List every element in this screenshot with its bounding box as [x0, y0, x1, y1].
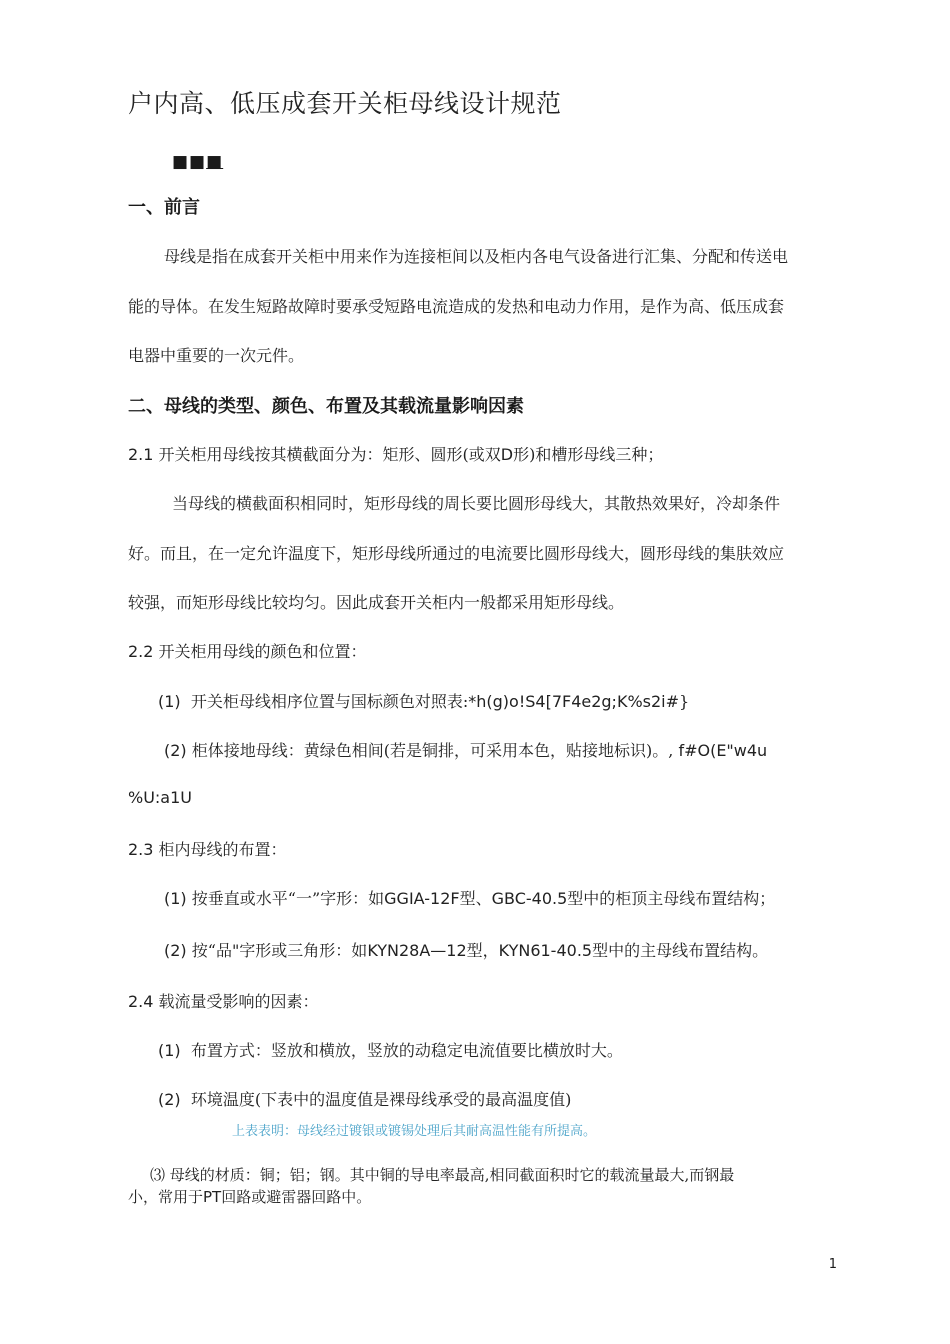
s21-para-line-1: 当母线的横截面积相同时，矩形母线的周长要比圆形母线大，其散热效果好，冷却条件	[172, 494, 781, 513]
s24-item2	[158, 1087, 571, 1110]
s24-text: 载流量受影响的因素：	[158, 992, 319, 1011]
section1-line-3: 电器中重要的一次元件。	[128, 346, 305, 365]
item3-line-1: ⑶ 母线的材质：铜；铝；钢。其中铜的导电率最高,相同截面积时它的载流量最大,而钢最	[150, 1166, 735, 1184]
s23-item2-a: 按“品"字形或三角形：如	[191, 941, 368, 960]
redacted-marks	[172, 152, 223, 172]
section1-line-2: 能的导体。在发生短路故障时要承受短路电流造成的发热和电动力作用，是作为高、低压成套	[128, 297, 785, 316]
s22-text: 开关柜用母线的颜色和位置：	[158, 642, 367, 661]
s22-item2-continuation: %U:a1U	[128, 788, 192, 807]
s21-number: 2.1	[128, 445, 154, 464]
s22-item1-text: 开关柜母线相序位置与国标颜色对照表:	[190, 692, 469, 711]
s23-item1	[164, 886, 775, 909]
s23-item2	[164, 938, 768, 961]
s22-item1-end: }	[679, 692, 690, 711]
s24-item1	[158, 1038, 623, 1061]
s23-item1-model1: GGIA-12F	[384, 889, 460, 908]
s23-number: 2.3	[128, 840, 154, 859]
s22-line	[128, 639, 367, 662]
s23-text: 柜内母线的布置：	[158, 840, 287, 859]
s22-item1-num: (1)	[158, 692, 181, 711]
item3-pt: PT	[203, 1188, 222, 1206]
s21-tail: 形)和槽形母线三种；	[513, 445, 664, 464]
s23-item2-model1: KYN28A—12	[367, 941, 467, 960]
redacted-mark-a: ■■	[172, 152, 207, 172]
s21-line	[128, 442, 663, 465]
s23-item1-c: 型中的柜顶主母线布置结构；	[567, 889, 776, 908]
s22-item1-code: *h(g)o!S4[7F4e2g;K%s2i#	[468, 692, 680, 711]
s24-item2-num: (2)	[158, 1090, 181, 1109]
s23-item1-num: (1)	[164, 889, 187, 908]
s22-item1	[158, 689, 689, 712]
s23-item1-b: 型、	[459, 889, 492, 908]
s24-item2-text: 环境温度(下表中的温度值是裸母线承受的最高温度值)	[190, 1090, 572, 1109]
s23-item2-num: (2)	[164, 941, 187, 960]
redacted-mark-b: ■	[206, 152, 224, 172]
page-number: 1	[828, 1257, 837, 1272]
s23-item1-a: 按垂直或水平“一”字形：如	[191, 889, 385, 908]
s22-item2-num: (2)	[164, 741, 187, 760]
s23-item2-b: 型，	[466, 941, 499, 960]
s23-line	[128, 837, 287, 860]
s24-line	[128, 989, 319, 1012]
section2-heading: 二、母线的类型、颜色、布置及其载流量影响因素	[128, 396, 524, 417]
section1-line-1: 母线是指在成套开关柜中用来作为连接柜间以及柜内各电气设备进行汇集、分配和传送电	[164, 247, 789, 266]
s22-item2-code: f#O(E"w4u	[678, 741, 768, 760]
s24-number: 2.4	[128, 992, 154, 1011]
section1-heading: 一、前言	[128, 197, 200, 218]
s22-number: 2.2	[128, 642, 154, 661]
s21-text: 开关柜用母线按其横截面分为：矩形、圆形(或双	[158, 445, 501, 464]
item3-line-2	[128, 1186, 371, 1207]
s22-item2	[164, 738, 767, 761]
item3-line-2b: 回路或避雷器回路中。	[221, 1188, 372, 1206]
s24-item1-num: (1)	[158, 1041, 181, 1060]
page-title: 户内高、低压成套开关柜母线设计规范	[128, 89, 562, 118]
s23-item1-model2: GBC-40.5	[491, 889, 568, 908]
s23-item2-model2: KYN61-40.5	[498, 941, 593, 960]
s21-d: D	[500, 445, 514, 464]
item3-line-2a: 小，常用于	[128, 1188, 204, 1206]
s21-para-line-2: 好。而且，在一定允许温度下，矩形母线所通过的电流要比圆形母线大，圆形母线的集肤效应	[128, 544, 785, 563]
s23-item2-c: 型中的主母线布置结构。	[592, 941, 769, 960]
s22-item2-text: 柜体接地母线：黄绿色相间(若是铜排，可采用本色，贴接地标识)。,	[191, 741, 674, 760]
table-note: 上表表明：母线经过镀银或镀锡处理后其耐高温性能有所提高。	[232, 1124, 597, 1139]
s24-item1-text: 布置方式：竖放和横放，竖放的动稳定电流值要比横放时大。	[190, 1041, 623, 1060]
s21-para-line-3: 较强，而矩形母线比较均匀。因此成套开关柜内一般都采用矩形母线。	[128, 593, 625, 612]
